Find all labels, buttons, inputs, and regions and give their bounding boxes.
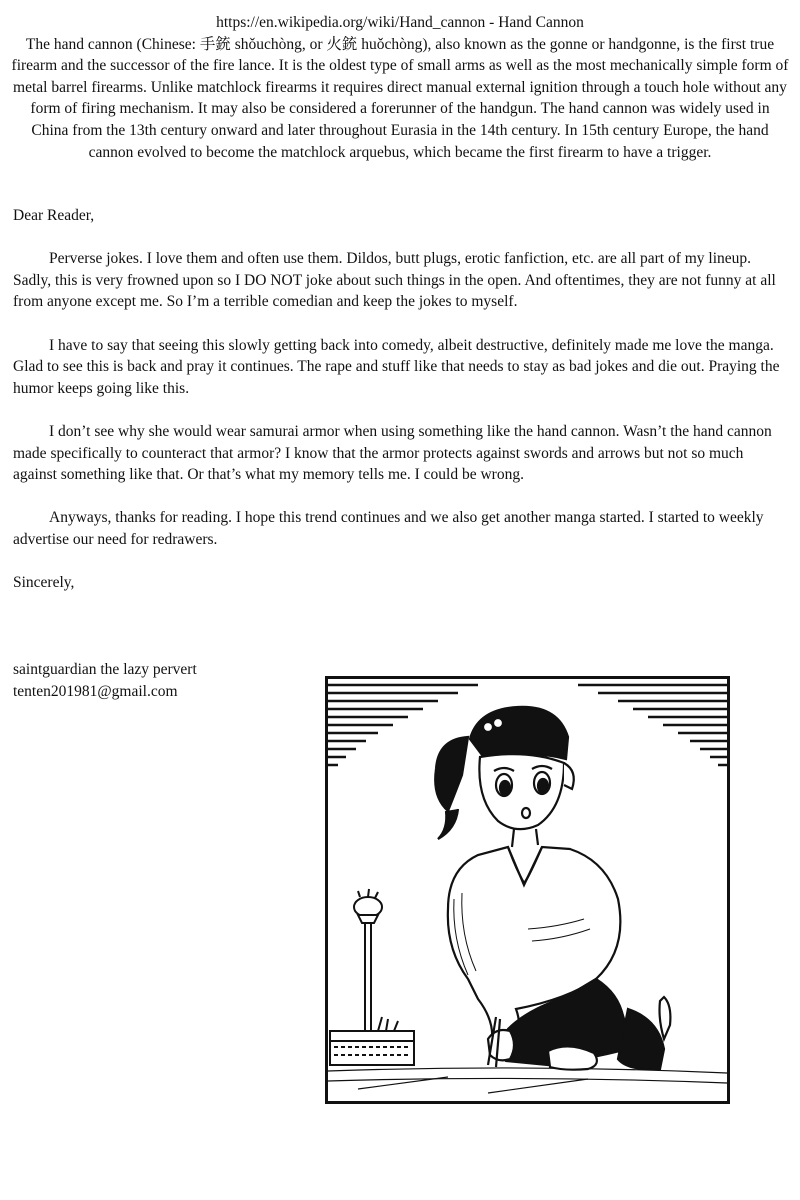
letter-paragraph: I don’t see why she would wear samurai armor when using something like the hand cannon. Wasn’t the hand cannon made specifically to counteract that armor? I know that the armor protects against swords and arrows but not so much against something like that. Or that’s what my memory tells me. I could be wrong. [13, 422, 772, 484]
manga-illustration-panel [325, 676, 730, 1104]
manga-girl-illustration [328, 679, 727, 1101]
salutation: Dear Reader, [13, 207, 95, 224]
girl-figure [435, 707, 670, 1070]
source-line: https://en.wikipedia.org/wiki/Hand_cannon - Hand Cannon [216, 14, 584, 31]
signature-block [13, 659, 197, 702]
signature-email: tenten201981@gmail.com [13, 682, 178, 700]
closing: Sincerely, [13, 574, 75, 592]
source-description: The hand cannon (Chinese: 手銃 shǒuchòng, or 火銃 huǒchòng), also known as the gonne or handgonne, is the first true firearm and the successor of the fire lance. It is the oldest type of small arms as well as the most mechanically simple form of metal barrel firearms. Unlike matchlock firearms it requires direct manual external ignition through a touch hole without any form of firing mechanism. It may also be considered a forerunner of the handgun. The hand cannon was widely used in China from the 13th century onward and later throughout Eurasia in the 14th century. In 15th century Europe, the hand cannon evolved to become the matchlock arquebus, which became the first firearm to have a trigger. [11, 35, 789, 161]
pincushion-stand [354, 889, 382, 1031]
signature-name: saintguardian the lazy pervert [13, 661, 197, 678]
letter-paragraph: I have to say that seeing this slowly getting back into comedy, albeit destructive, definitely made me love the manga. Glad to see this is back and pray it continues. The rape and stuff like that needs to stay as bad jokes and die out. Praying the humor keeps going like this. [13, 336, 780, 397]
letter-paragraph: Anyways, thanks for reading. I hope this trend continues and we also get another manga started. I started to weekly advertise our need for redrawers. [13, 509, 764, 548]
source-header [10, 12, 790, 163]
letter-paragraph: Perverse jokes. I love them and often use them. Dildos, butt plugs, erotic fanfiction, etc. are all part of my lineup. Sadly, this is very frowned upon so I DO NOT joke about such things in the open. And oftentimes, they are not funny at all from anyone except me. So I’m a terrible comedian and keep the jokes to myself. [13, 250, 776, 311]
letter-body [13, 205, 783, 615]
